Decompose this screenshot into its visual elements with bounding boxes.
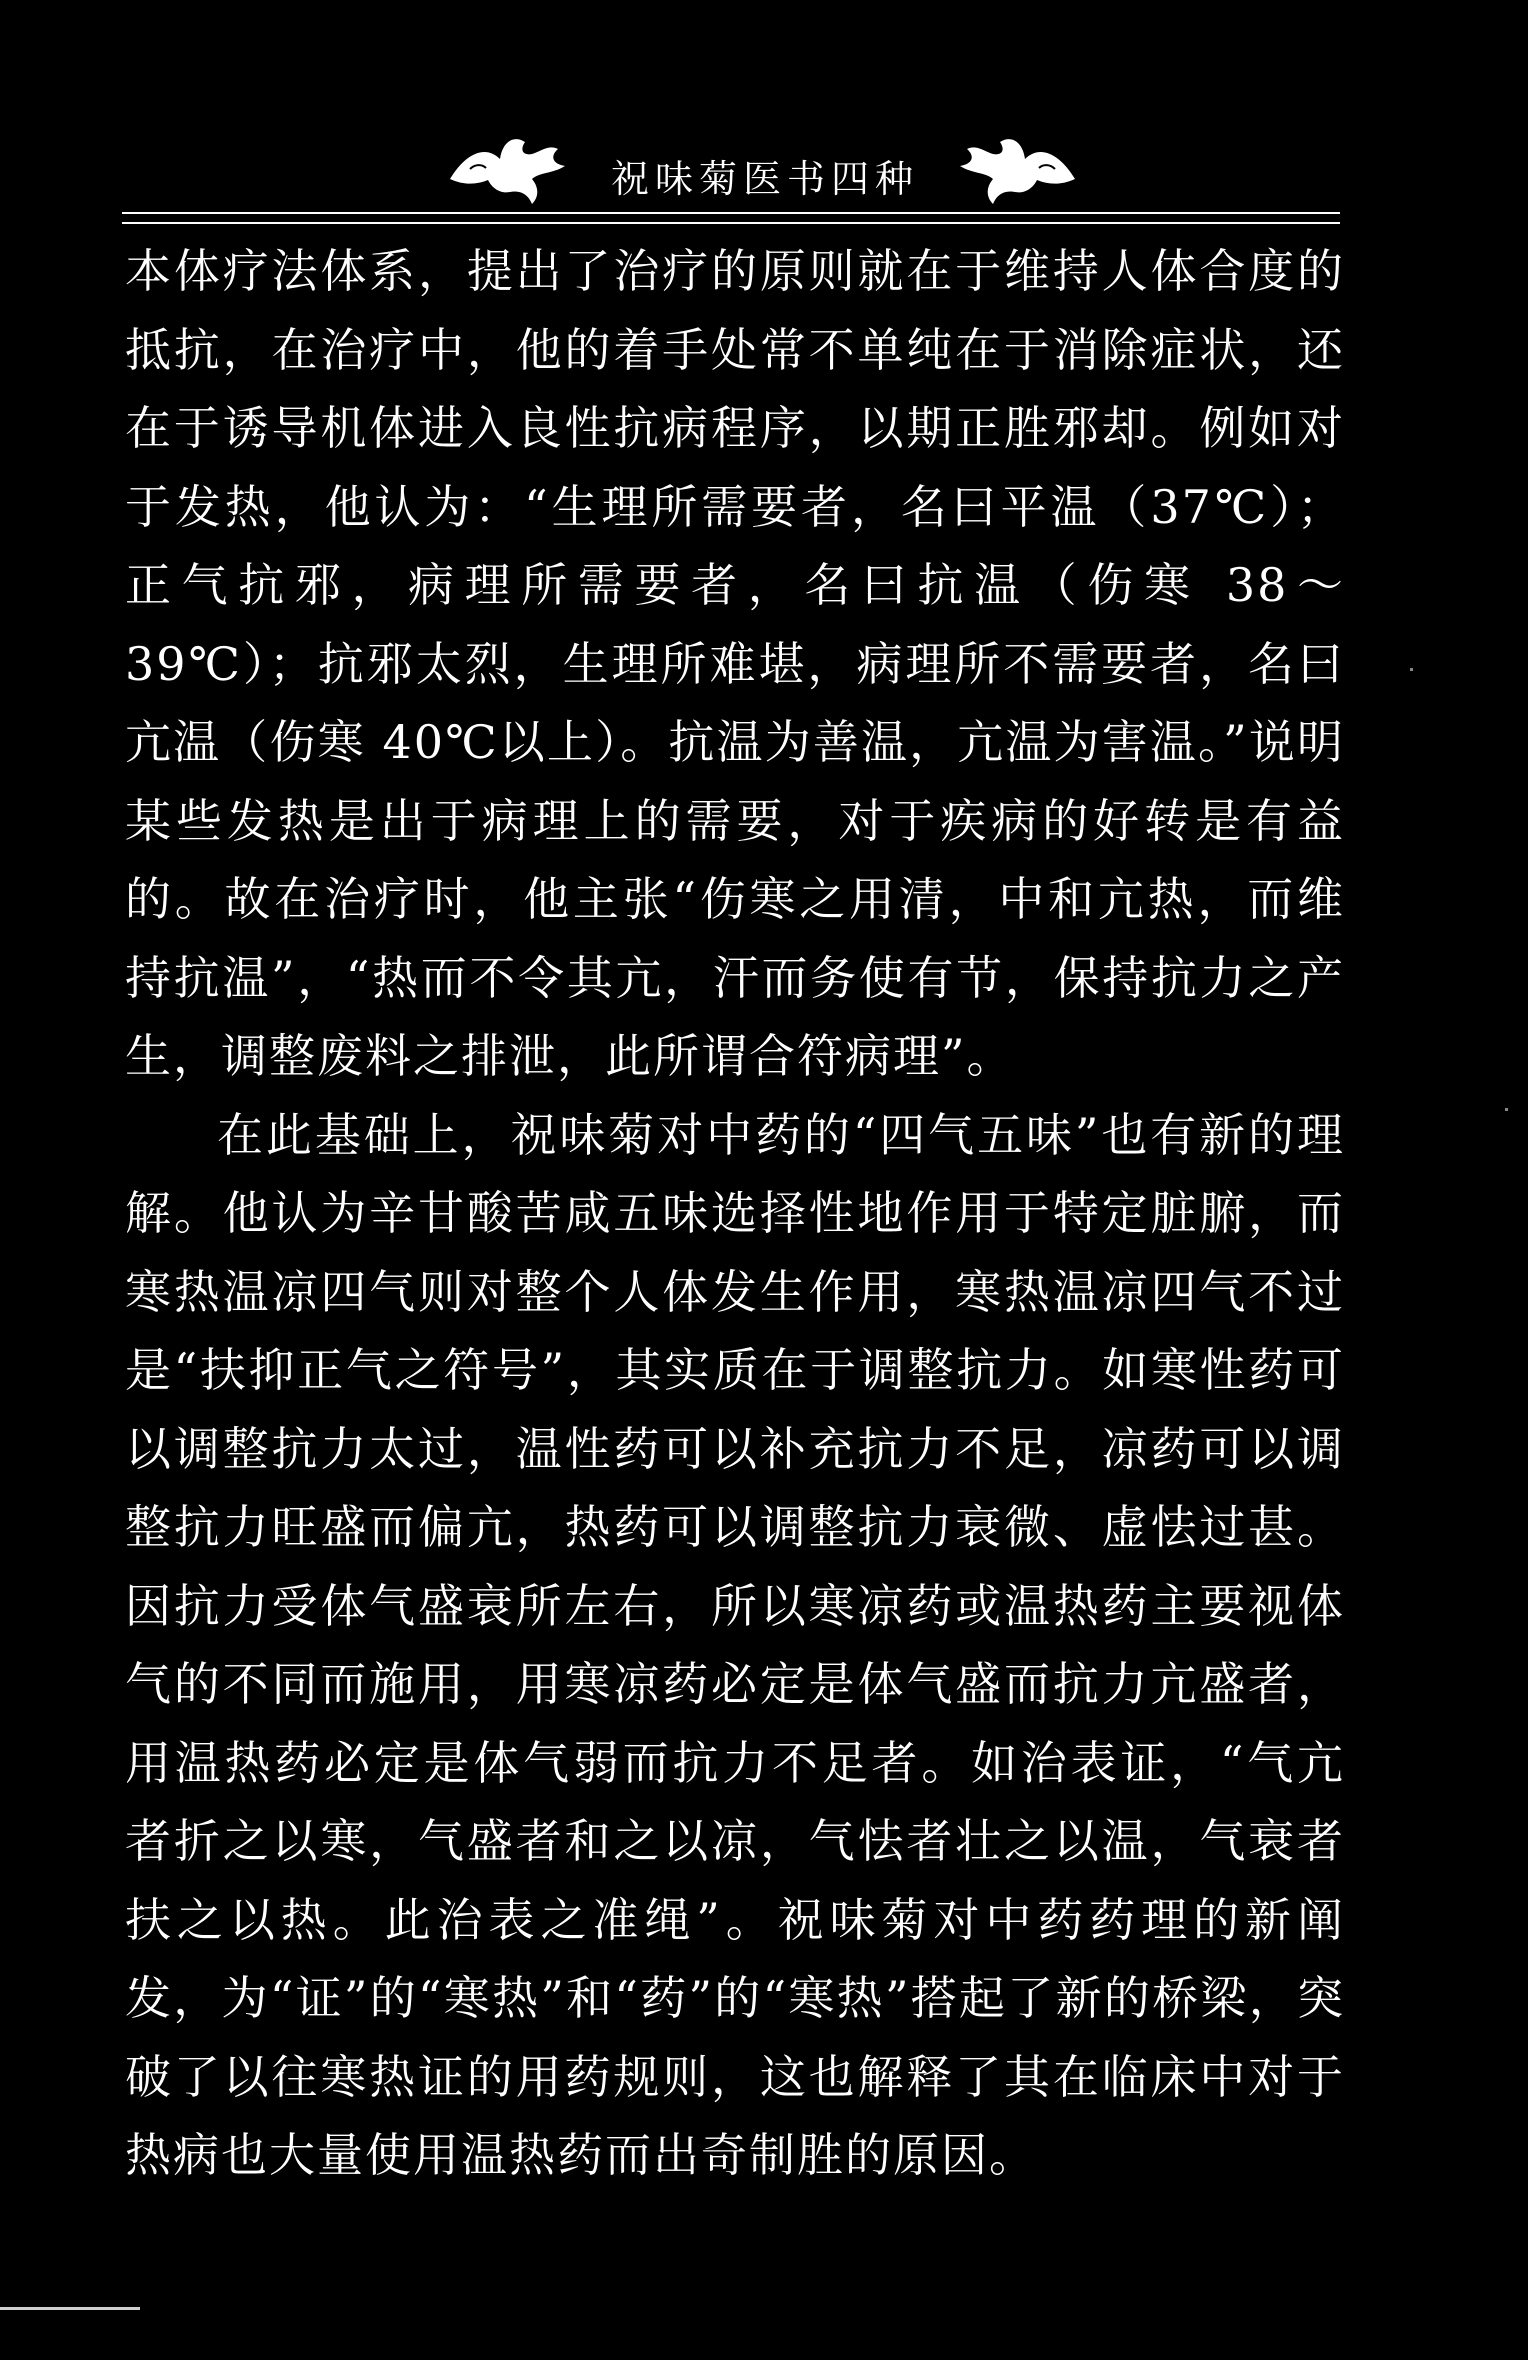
scan-speck <box>1410 668 1413 671</box>
header-rule-top <box>122 212 1340 214</box>
running-header-title: 祝味菊医书四种 <box>610 157 919 201</box>
paragraph: 在此基础上，祝味菊对中药的“四气五味”也有新的理解。他认为辛甘酸苦咸五味选择性地作用于特定脏腑，而寒热温凉四气则对整个人体发生作用，寒热温凉四气不过是“扶抑正气之符号”，其实质在于调整抗力。如寒性药可以调整抗力太过，温性药可以补充抗力不足，凉药可以调整抗力旺盛而偏亢，热药可以调整抗力衰微、虚怯过甚。因抗力受体气盛衰所左右，所以寒凉药或温热药主要视体气的不同而施用，用寒凉药必定是体气盛而抗力亢盛者，用温热药必定是体气弱而抗力不足者。如治表证，“气亢者折之以寒，气盛者和之以凉，气怯者壮之以温，气衰者扶之以热。此治表之准绳”。祝味菊对中药药理的新阐发，为“证”的“寒热”和“药”的“寒热”搭起了新的桥梁，突破了以往寒热证的用药规则，这也解释了其在临床中对于热病也大量使用温热药而出奇制胜的原因。 <box>125 1107 1345 2182</box>
scan-speck <box>1505 1108 1508 1111</box>
paragraph-continuation: 本体疗法体系，提出了治疗的原则就在于维持人体合度的抵抗，在治疗中，他的着手处常不单纯在于消除症状，还在于诱导机体进入良性抗病程序，以期正胜邪却。例如对于发热，他认为：“生理所需要者，名曰平温（37℃）；正气抗邪，病理所需要者，名曰抗温（伤寒 38～39℃）；抗邪太烈，生理所难堪，病理所不需要者，名曰亢温（伤寒 40℃以上）。抗温为善温，亢温为害温。”说明某些发热是出于病理上的需要，对于疾病的好转是有益的。故在治疗时，他主张“伤寒之用清，中和亢热，而维持抗温”，“热而不令其亢，汗而务使有节，保持抗力之产生，调整废料之排泄，此所谓合符病理”。 <box>125 244 1345 1083</box>
header-rule-bottom <box>122 222 1340 224</box>
footer-line <box>0 2307 140 2310</box>
phoenix-ornament-left-icon <box>440 124 580 214</box>
body-text <box>125 232 1345 2195</box>
phoenix-ornament-right-icon <box>945 124 1085 214</box>
